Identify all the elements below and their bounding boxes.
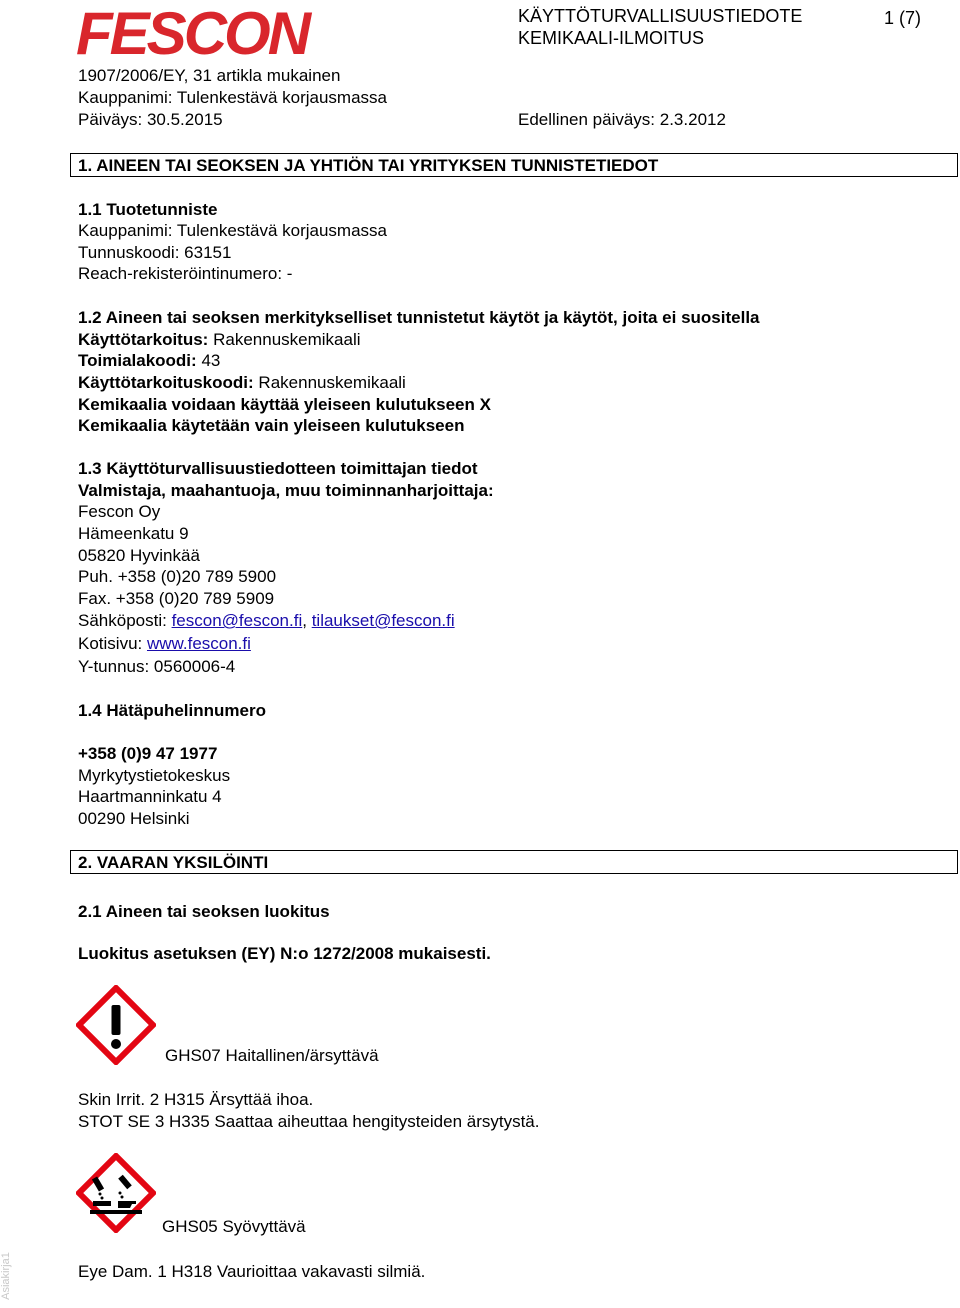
doc-title: KÄYTTÖTURVALLISUUSTIEDOTE bbox=[518, 6, 803, 26]
doc-subtitle: KEMIKAALI-ILMOITUS bbox=[518, 28, 705, 48]
use-label: Käyttötarkoitus: bbox=[78, 330, 209, 349]
use-code-label: Käyttötarkoituskoodi: bbox=[78, 373, 254, 392]
product-code: Tunnuskoodi: 63151 bbox=[78, 243, 232, 262]
fescon-logo: FESCON bbox=[76, 0, 309, 67]
email-separator: , bbox=[302, 611, 307, 630]
header-trade-name: Kauppanimi: Tulenkestävä korjausmassa bbox=[78, 88, 387, 107]
use-line bbox=[78, 330, 361, 350]
business-id: Y-tunnus: 0560006-4 bbox=[78, 657, 236, 676]
email-line bbox=[78, 611, 455, 631]
header-date: Päiväys: 30.5.2015 bbox=[78, 110, 223, 129]
section-1-4-title: 1.4 Hätäpuhelinnumero bbox=[78, 701, 266, 720]
classification-text: Luokitus asetuksen (EY) N:o 1272/2008 mukaisesti. bbox=[78, 944, 491, 963]
company-street: Hämeenkatu 9 bbox=[78, 524, 189, 543]
ghs05-corrosion-icon bbox=[76, 1153, 156, 1233]
industry-line bbox=[78, 351, 220, 371]
section-1-title: 1. AINEEN TAI SEOKSEN JA YHTIÖN TAI YRITYKSEN TUNNISTETIEDOT bbox=[78, 156, 659, 175]
previous-date: Edellinen päiväys: 2.3.2012 bbox=[518, 110, 726, 129]
industry-label: Toimialakoodi: bbox=[78, 351, 197, 370]
reach-number: Reach-rekisteröintinumero: - bbox=[78, 264, 293, 283]
ghs05-label: GHS05 Syövyttävä bbox=[162, 1217, 306, 1236]
margin-document-name: Asiakirja1 bbox=[0, 1252, 12, 1300]
consumer-used: Kemikaalia käytetään vain yleiseen kulutukseen bbox=[78, 416, 465, 435]
h318-statement: Eye Dam. 1 H318 Vaurioittaa vakavasti silmiä. bbox=[78, 1262, 426, 1281]
h335-statement: STOT SE 3 H335 Saattaa aiheuttaa hengitysteiden ärsytystä. bbox=[78, 1112, 540, 1131]
email-link-fescon[interactable]: fescon@fescon.fi bbox=[171, 611, 303, 630]
company-fax: Fax. +358 (0)20 789 5909 bbox=[78, 589, 275, 608]
use-code-value: Rakennuskemikaali bbox=[258, 373, 406, 392]
section-1-2-title: 1.2 Aineen tai seoksen merkitykselliset tunnistetut käytöt ja käytöt, joita ei suositella bbox=[78, 308, 760, 327]
section-1-3-title: 1.3 Käyttöturvallisuustiedotteen toimittajan tiedot bbox=[78, 459, 478, 478]
ghs07-label: GHS07 Haitallinen/ärsyttävä bbox=[165, 1046, 379, 1065]
email-link-orders[interactable]: tilaukset@fescon.fi bbox=[311, 611, 455, 630]
company-phone: Puh. +358 (0)20 789 5900 bbox=[78, 567, 277, 586]
company-name: Fescon Oy bbox=[78, 502, 161, 521]
website-label: Kotisivu: bbox=[78, 634, 143, 653]
ghs07-exclamation-icon bbox=[76, 985, 156, 1065]
poison-center: Myrkytystietokeskus bbox=[78, 766, 231, 785]
section-2-1-title: 2.1 Aineen tai seoksen luokitus bbox=[78, 902, 330, 921]
supplier-label: Valmistaja, maahantuoja, muu toiminnanharjoittaja: bbox=[78, 481, 494, 500]
email-label: Sähköposti: bbox=[78, 611, 167, 630]
consumer-use: Kemikaalia voidaan käyttää yleiseen kulutukseen X bbox=[78, 395, 491, 414]
section-2-header bbox=[70, 850, 958, 874]
trade-name: Kauppanimi: Tulenkestävä korjausmassa bbox=[78, 221, 387, 240]
website-link[interactable]: www.fescon.fi bbox=[146, 634, 251, 653]
section-2-title: 2. VAARAN YKSILÖINTI bbox=[78, 853, 269, 872]
page-number: 1 (7) bbox=[884, 8, 922, 28]
h315-statement: Skin Irrit. 2 H315 Ärsyttää ihoa. bbox=[78, 1090, 314, 1109]
use-code-line bbox=[78, 373, 406, 393]
company-city: 05820 Hyvinkää bbox=[78, 546, 200, 565]
website-line bbox=[78, 634, 251, 654]
poison-center-street: Haartmanninkatu 4 bbox=[78, 787, 222, 806]
poison-center-city: 00290 Helsinki bbox=[78, 809, 190, 828]
regulation-text: 1907/2006/EY, 31 artikla mukainen bbox=[78, 66, 341, 85]
section-1-1-title: 1.1 Tuotetunniste bbox=[78, 200, 218, 219]
use-value: Rakennuskemikaali bbox=[213, 330, 361, 349]
emergency-phone: +358 (0)9 47 1977 bbox=[78, 744, 218, 763]
industry-value: 43 bbox=[201, 351, 221, 370]
section-1-header bbox=[70, 153, 958, 177]
